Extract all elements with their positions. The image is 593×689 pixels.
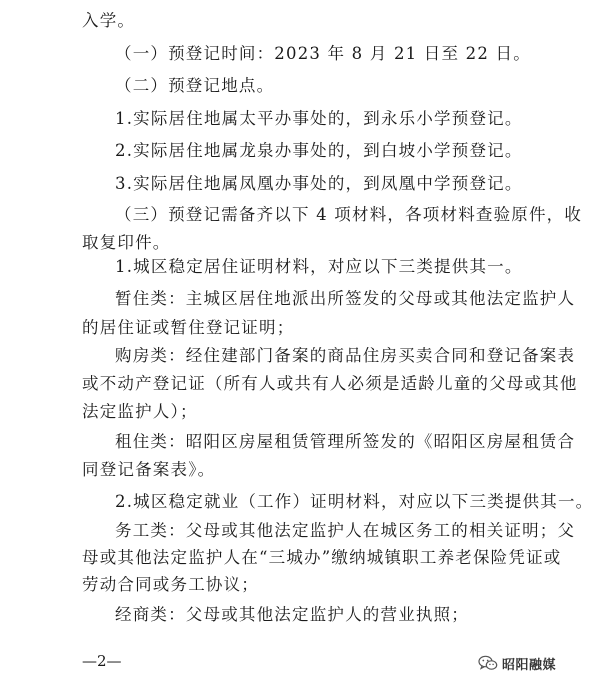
text-line: 2.城区稳定就业（工作）证明材料，对应以下三类提供其一。 <box>115 492 593 511</box>
watermark <box>478 652 556 674</box>
text-line: 的居住证或暂住登记证明； <box>82 318 295 337</box>
page-number: —2— <box>82 652 122 670</box>
text-line: （二）预登记地点。 <box>115 76 275 95</box>
text-line: 务工类：父母或其他法定监护人在城区务工的相关证明；父 <box>115 521 576 540</box>
text-line: 取复印件。 <box>82 233 171 252</box>
text-line: 3.实际居住地属凤凰办事处的，到凤凰中学预登记。 <box>115 174 523 193</box>
text-line: 劳动合同或务工协议； <box>82 575 259 594</box>
text-line: 经商类：父母或其他法定监护人的营业执照； <box>115 605 469 624</box>
wechat-icon <box>478 655 498 671</box>
text-line: 1.实际居住地属太平办事处的，到永乐小学预登记。 <box>115 109 523 128</box>
text-line: 或不动产登记证（所有人或共有人必须是适龄儿童的父母或其他 <box>82 374 578 393</box>
text-line: 暂住类：主城区居住地派出所签发的父母或其他法定监护人 <box>115 289 576 308</box>
text-line: 法定监护人）； <box>82 402 198 421</box>
text-line: 租住类：昭阳区房屋租赁管理所签发的《昭阳区房屋租赁合 <box>115 432 576 451</box>
text-line: （三）预登记需备齐以下 4 项材料，各项材料查验原件，收 <box>115 205 583 224</box>
watermark-label: 昭阳融媒 <box>502 657 557 673</box>
text-line: 购房类：经住建部门备案的商品住房买卖合同和登记备案表 <box>115 346 576 365</box>
text-line: 母或其他法定监护人在“三城办”缴纳城镇职工养老保险凭证或 <box>82 548 562 567</box>
text-line: 2.实际居住地属龙泉办事处的，到白坡小学预登记。 <box>115 141 523 160</box>
text-line: （一）预登记时间：2023 年 8 月 21 日至 22 日。 <box>115 44 531 63</box>
text-line: 同登记备案表》。 <box>82 460 216 479</box>
text-line: 1.城区稳定居住证明材料，对应以下三类提供其一。 <box>115 257 523 276</box>
text-line: 入学。 <box>82 11 136 30</box>
